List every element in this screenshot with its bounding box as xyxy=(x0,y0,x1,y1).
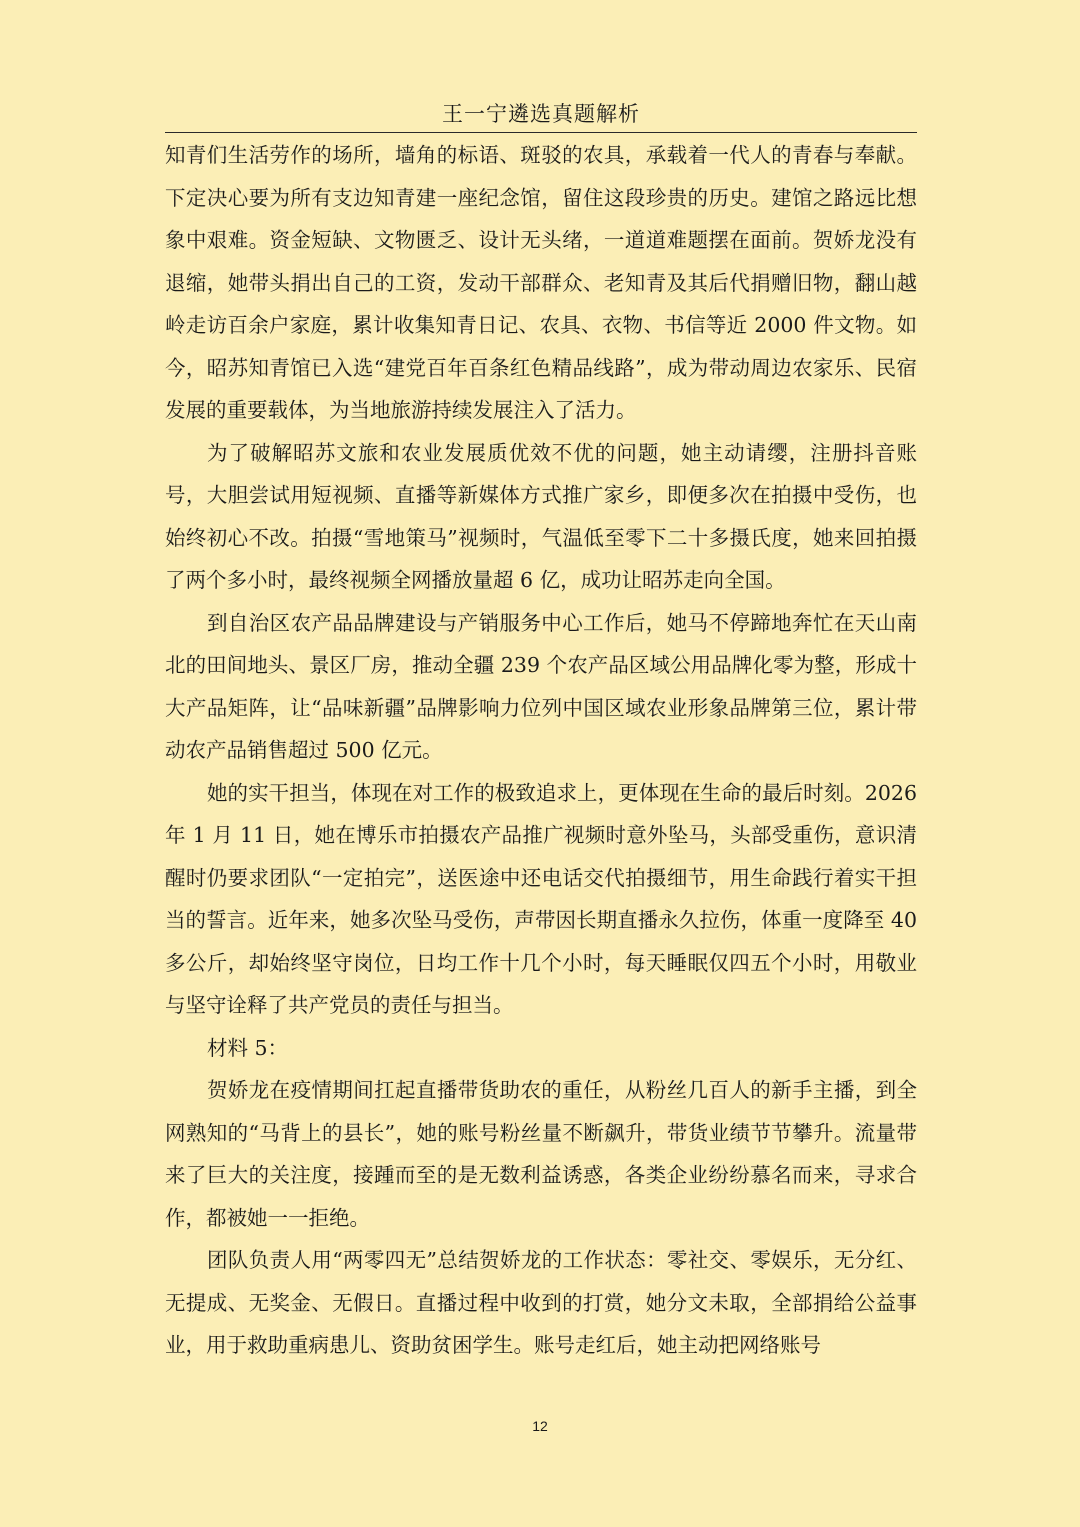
paragraph: 她的实干担当，体现在对工作的极致追求上，更体现在生命的最后时刻。2026 年 1 月 11 日，她在博乐市拍摄农产品推广视频时意外坠马，头部受重伤，意识清醒时仍要求团队“一定拍完”，送医途中还电话交代拍摄细节，用生命践行着实干担当的誓言。近年来，她多次坠马受伤，声带因长期直播永久拉伤，体重一度降至 40 多公斤，却始终坚守岗位，日均工作十几个小时，每天睡眠仅四五个小时，用敬业与坚守诠释了共产党员的责任与担当。 xyxy=(165,780,917,1017)
paragraph: 团队负责人用“两零四无”总结贺娇龙的工作状态：零社交、零娱乐，无分红、无提成、无奖金、无假日。直播过程中收到的打赏，她分文未取，全部捐给公益事业，用于救助重病患儿、资助贫困学生。账号走红后，她主动把网络账号 xyxy=(165,1248,917,1357)
running-header xyxy=(165,96,917,133)
paragraph: 为了破解昭苏文旅和农业发展质优效不优的问题，她主动请缨，注册抖音账号，大胆尝试用短视频、直播等新媒体方式推广家乡，即便多次在拍摄中受伤，也始终初心不改。拍摄“雪地策马”视频时，气温低至零下二十多摄氏度，她来回拍摄了两个多小时，最终视频全网播放量超 6 亿，成功让昭苏走向全国。 xyxy=(165,440,917,592)
paragraph: 到自治区农产品品牌建设与产销服务中心工作后，她马不停蹄地奔忙在天山南北的田间地头、景区厂房，推动全疆 239 个农产品区域公用品牌化零为整，形成十大产品矩阵，让“品味新疆”品牌影响力位列中国区域农业形象品牌第三位，累计带动农产品销售超过 500 亿元。 xyxy=(165,610,917,762)
page-number: 12 xyxy=(532,1418,548,1434)
section-heading: 材料 5： xyxy=(207,1035,289,1060)
paragraph: 知青们生活劳作的场所，墙角的标语、斑驳的农具，承载着一代人的青春与奉献。下定决心要为所有支边知青建一座纪念馆，留住这段珍贵的历史。建馆之路远比想象中艰难。资金短缺、文物匮乏、设计无头绪，一道道难题摆在面前。贺娇龙没有退缩，她带头捐出自己的工资，发动干部群众、老知青及其后代捐赠旧物，翻山越岭走访百余户家庭，累计收集知青日记、农具、衣物、书信等近 2000 件文物。如今，昭苏知青馆已入选“建党百年百条红色精品线路”，成为带动周边农家乐、民宿发展的重要载体，为当地旅游持续发展注入了活力。 xyxy=(165,143,917,422)
paragraph: 贺娇龙在疫情期间扛起直播带货助农的重任，从粉丝几百人的新手主播，到全网熟知的“马背上的县长”，她的账号粉丝量不断飙升，带货业绩节节攀升。流量带来了巨大的关注度，接踵而至的是无数利益诱惑，各类企业纷纷慕名而来，寻求合作，都被她一一拒绝。 xyxy=(165,1078,917,1230)
header-title: 王一宁遴选真题解析 xyxy=(442,102,640,126)
page-body xyxy=(165,134,917,1367)
